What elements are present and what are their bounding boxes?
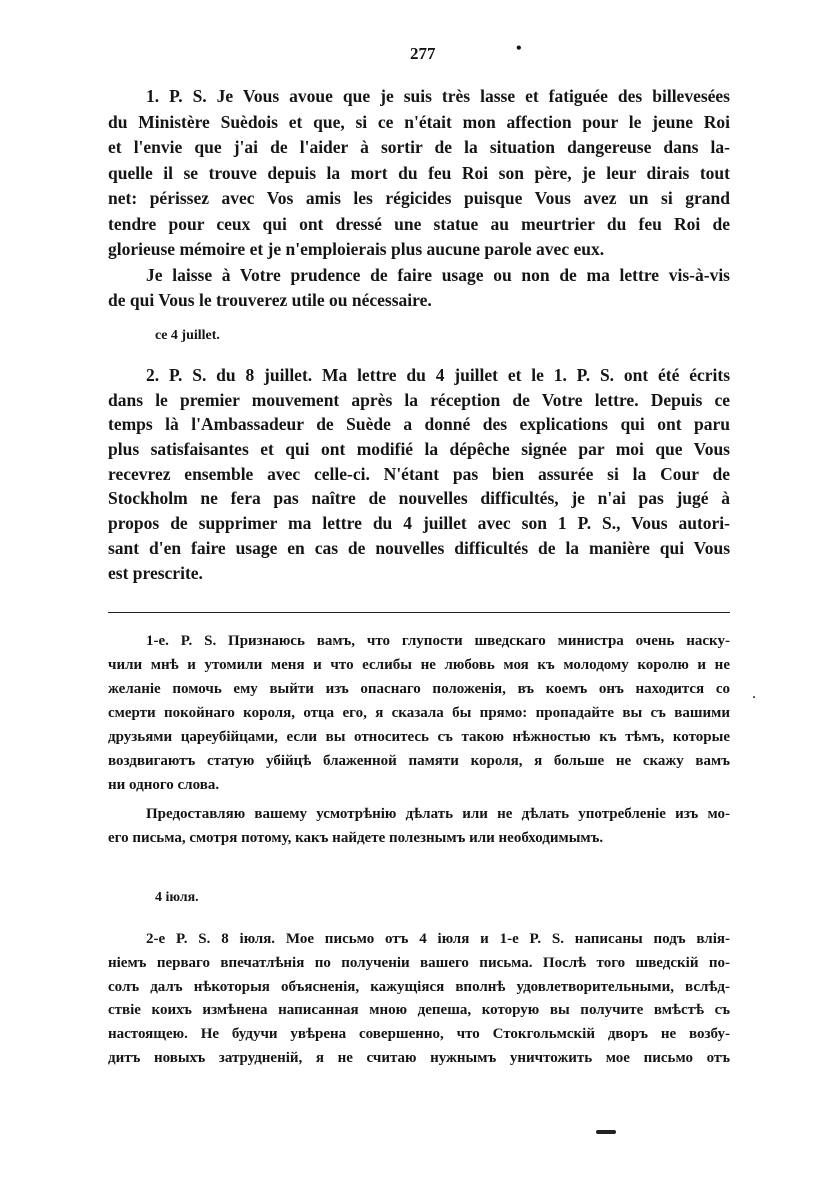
russian-ps1 bbox=[108, 629, 730, 850]
text-line: recevrez ensemble avec celle-ci. N'étant pas bien assurée si la Cour de bbox=[108, 463, 730, 484]
text-line: ніемъ перваго впечатлѣнія по полученіи вашего письма. Послѣ того шведскій по- bbox=[108, 954, 730, 971]
text-line: plus satisfaisantes et qui ont modifié la dépêche signée par moi que Vous bbox=[108, 439, 730, 460]
russian-ps2 bbox=[108, 928, 730, 1071]
french-ps1 bbox=[108, 84, 730, 314]
text-line: sant d'en faire usage en cas de nouvelles difficultés de la manière qui Vous bbox=[108, 537, 730, 558]
text-line: quelle il se trouve depuis la mort du feu Roi son père, je leur dirais tout bbox=[108, 162, 730, 183]
text-line: de qui Vous le trouverez utile ou nécessaire. bbox=[108, 290, 432, 310]
print-mark: • bbox=[516, 40, 522, 57]
text-line: его письма, смотря потому, какъ найдете полезнымъ или необходимымъ. bbox=[108, 830, 604, 846]
text-line: glorieuse mémoire et je n'emploierais plus aucune parole avec eux. bbox=[108, 239, 605, 259]
print-mark-bottom bbox=[596, 1130, 616, 1134]
text-line: желаніе помочь ему выйти изъ опаснаго положенія, въ коемъ онъ находится со bbox=[108, 681, 730, 697]
text-line: Предоставляю вашему усмотрѣнію дѣлать или не дѣлать употребленіе изъ мо- bbox=[146, 806, 730, 822]
text-line: чили мнѣ и утомили меня и что еслибы не любовь моя къ молодому королю и не bbox=[108, 657, 730, 673]
french-date: ce 4 juillet. bbox=[155, 328, 220, 343]
divider-rule bbox=[108, 612, 730, 613]
text-line: 2. P. S. du 8 juillet. Ma lettre du 4 juillet et le 1. P. S. ont été écrits bbox=[146, 365, 730, 385]
text-line: 1-е. P. S. Признаюсь вамъ, что глупости шведскаго министра очень наску- bbox=[146, 633, 730, 649]
text-line: dans le premier mouvement après la réception de Votre lettre. Depuis ce bbox=[108, 389, 730, 410]
french-ps2 bbox=[108, 363, 730, 585]
text-line: 2-е P. S. 8 іюля. Мое письмо отъ 4 іюля и 1-е P. S. написаны подъ влія- bbox=[146, 931, 730, 947]
text-line: du Ministère Suèdois et que, si ce n'était mon affection pour le jeune Roi bbox=[108, 111, 730, 132]
text-line: propos de supprimer ma lettre du 4 juillet avec son 1 P. S., Vous autori- bbox=[108, 513, 730, 534]
text-line: друзьями цареубійцами, если вы относитесь съ такою нѣжностью къ тѣмъ, которые bbox=[108, 729, 730, 745]
text-line: ствіе коихъ измѣнена написанная мною депеша, которую вы получите вмѣстѣ съ bbox=[108, 1002, 730, 1019]
text-line: Stockholm ne fera pas naître de nouvelles difficultés, je n'ai pas jugé à bbox=[108, 488, 730, 509]
russian-date: 4 іюля. bbox=[155, 890, 199, 905]
text-line: воздвигаютъ статую убійцѣ блаженной памяти короля, я больше не скажу вамъ bbox=[108, 753, 730, 769]
text-line: net: périssez avec Vos amis les régicides puisque Vous avez un si grand bbox=[108, 188, 730, 208]
text-line: tendre pour ceux qui ont dressé une statue au meurtrier du feu Roi de bbox=[108, 213, 730, 234]
text-line: ни одного слова. bbox=[108, 777, 220, 793]
text-line: смерти покойнаго короля, отца его, я сказала бы прямо: пропадайте вы съ вашими bbox=[108, 705, 730, 721]
text-line: солъ далъ нѣкоторыя объясненія, кажущіяся вполнѣ удовлетворительными, вслѣд- bbox=[108, 978, 730, 995]
text-line: Je laisse à Votre prudence de faire usage ou non de ma lettre vis-à-vis bbox=[146, 264, 730, 285]
text-line: et l'envie que j'ai de l'aider à sortir de la situation dangereuse dans la- bbox=[108, 137, 730, 157]
text-line: temps là l'Ambassadeur de Suède a donné des explications qui ont paru bbox=[108, 414, 730, 435]
text-line: est prescrite. bbox=[108, 562, 203, 583]
margin-mark: · bbox=[752, 690, 757, 704]
text-line: дитъ новыхъ затрудненій, я не считаю нужнымъ уничтожить мое письмо отъ bbox=[108, 1049, 730, 1066]
page-number: 277 bbox=[410, 44, 436, 63]
text-line: настоящею. Не будучи увѣрена совершенно, что Стокгольмскій дворъ не возбу- bbox=[108, 1026, 730, 1043]
text-line: 1. P. S. Je Vous avoue que je suis très lasse et fatiguée des billevesées bbox=[146, 86, 730, 106]
